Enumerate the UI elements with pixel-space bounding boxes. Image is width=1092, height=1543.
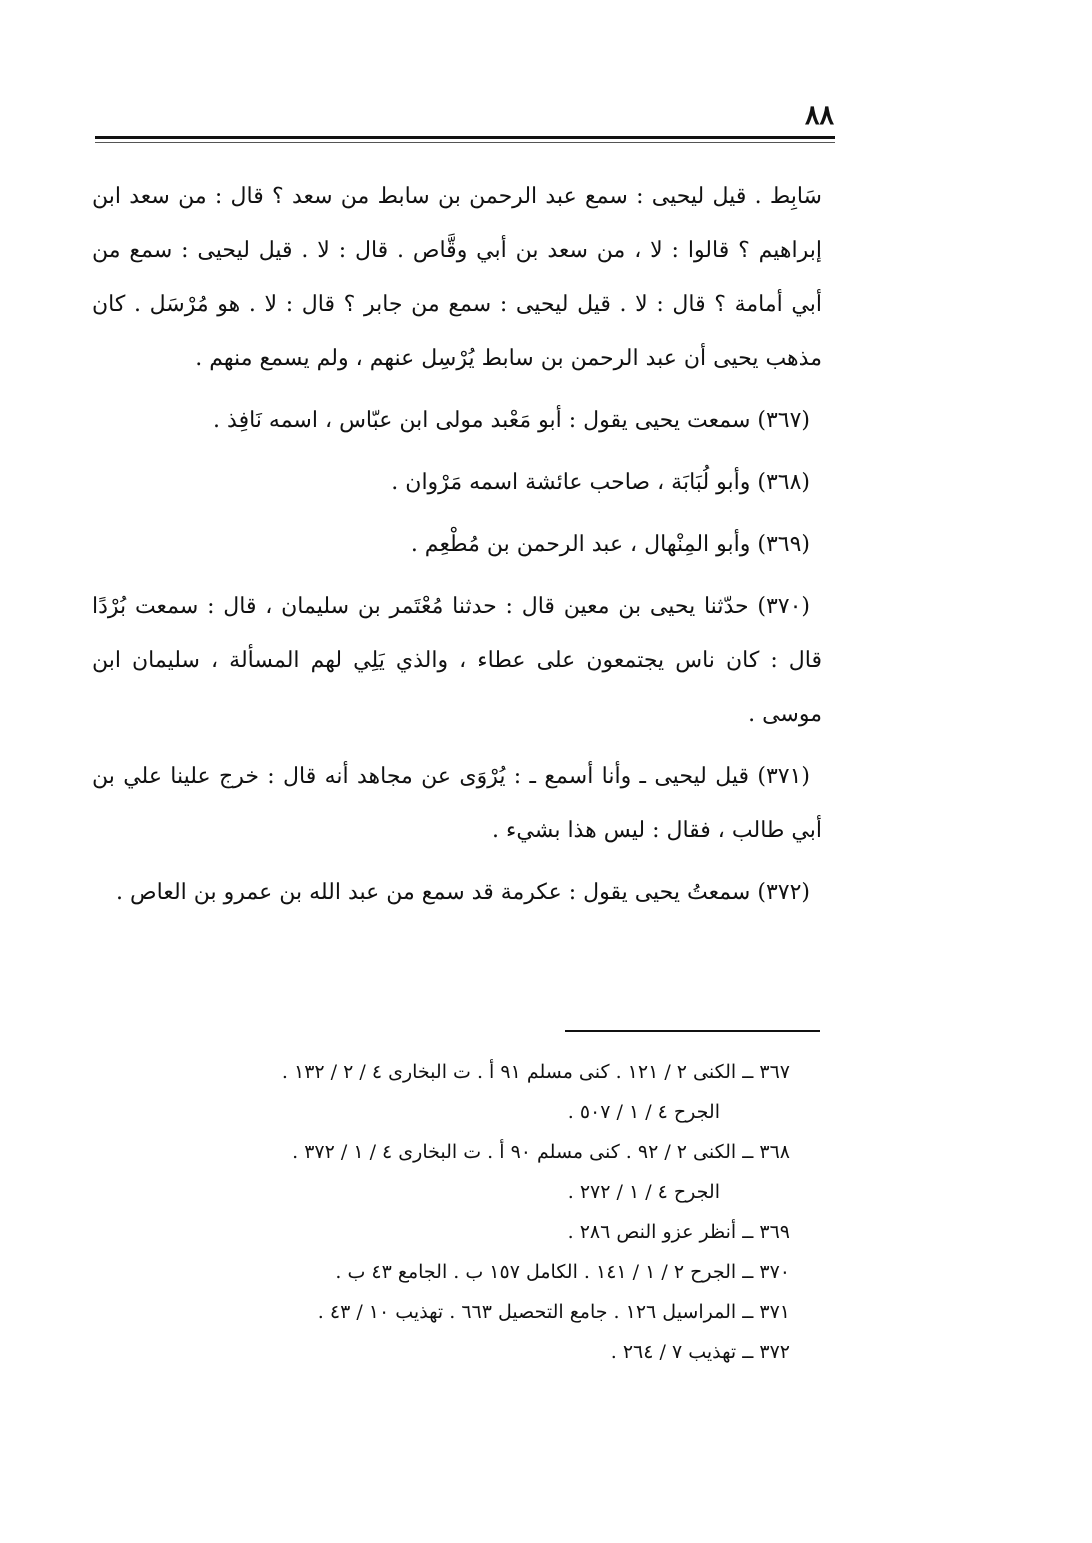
footnote-367: ٣٦٧ ــ الكنى ٢ / ١٢١ . كنى مسلم ٩١ أ . ت البخارى ٤ / ٢ / ١٣٢ . (281, 1061, 790, 1083)
footnotes (170, 1052, 790, 1372)
footnote-368: ٣٦٨ ــ الكنى ٢ / ٩٢ . كنى مسلم ٩٠ أ . ت البخارى ٤ / ١ / ٣٧٢ . (292, 1141, 790, 1163)
header-rule-thin (95, 142, 835, 143)
paragraph-entry-371: (٣٧١) قيل ليحيى ـ وأنا أسمع ـ : يُرْوَى عن مجاهد أنه قال : خرج علينا علي بن أبي طالب ، فقال : ليس هذا بشيء . (92, 764, 822, 843)
footnote-367-continuation: الجرح ٤ / ١ / ٥٠٧ . (567, 1101, 720, 1123)
footnote-370: ٣٧٠ ــ الجرح ٢ / ١ / ١٤١ . الكامل ١٥٧ ب . الجامع ٤٣ ب . (335, 1261, 790, 1283)
paragraph-entry-368: (٣٦٨) وأبو لُبَابَة ، صاحب عائشة اسمه مَرْوان . (391, 470, 810, 495)
main-text (92, 170, 822, 928)
paragraph-entry-369: (٣٦٩) وأبو المِنْهال ، عبد الرحمن بن مُطْعِم . (410, 532, 810, 557)
footnote-371: ٣٧١ ــ المراسيل ١٢٦ . جامع التحصيل ٦٦٣ . تهذيب ١٠ / ٤٣ . (317, 1301, 790, 1323)
footnote-369: ٣٦٩ ــ أنظر عزو النص ٢٨٦ . (567, 1221, 790, 1243)
header-rule (95, 136, 835, 139)
footnote-372: ٣٧٢ ــ تهذيب ٧ / ٢٦٤ . (610, 1341, 790, 1363)
paragraph-entry-370: (٣٧٠) حدّثنا يحيى بن معين قال : حدثنا مُعْتَمر بن سليمان ، قال : سمعت بُرْدًا قال : كان ناس يجتمعون على عطاء ، والذي يَلِي لهم المسألة ، سليمان ابن موسى . (92, 594, 822, 727)
paragraph-entry-372: (٣٧٢) سمعتُ يحيى يقول : عكرمة قد سمع من عبد الله بن عمرو بن العاص . (116, 880, 810, 905)
page-number: ٨٨ (804, 100, 834, 131)
paragraph-entry-367: (٣٦٧) سمعت يحيى يقول : أبو مَعْبد مولى ابن عبّاس ، اسمه نَافِذ . (213, 408, 810, 433)
paragraph-continuation: سَابِط . قيل ليحيى : سمع عبد الرحمن بن سابط من سعد ؟ قال : من سعد ابن إبراهيم ؟ قالوا : لا ، من سعد بن أبي وقَّاص . قال : لا . قيل ليحيى : سمع من أبي أمامة ؟ قال : لا . قيل ليحيى : سمع من جابر ؟ قال : لا . هو مُرْسَل . كان مذهب يحيى أن عبد الرحمن بن سابط يُرْسِل عنهم ، ولم يسمع منهم . (92, 184, 822, 371)
footnote-rule (565, 1030, 820, 1032)
footnote-368-continuation: الجرح ٤ / ١ / ٢٧٢ . (567, 1181, 720, 1203)
